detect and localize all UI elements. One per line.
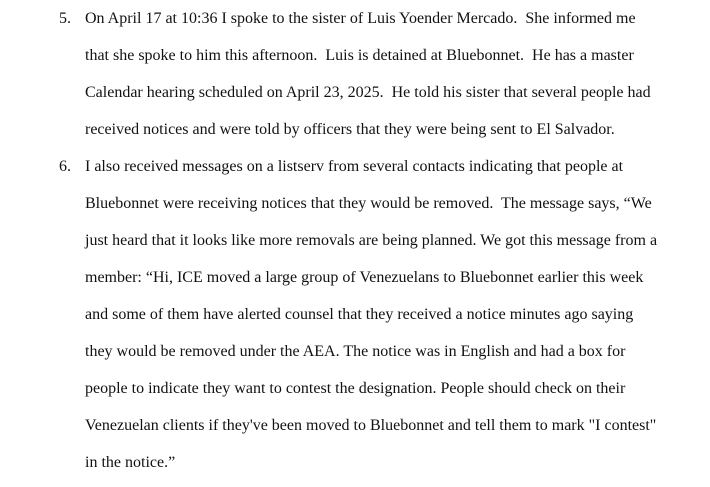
paragraph-line: and some of them have alerted counsel that they received a notice minutes ago saying — [85, 306, 634, 323]
paragraph-line: Bluebonnet were receiving notices that they would be removed. The message says, “We — [85, 195, 652, 212]
paragraph-line: they would be removed under the AEA. The notice was in English and had a box for — [85, 343, 626, 360]
paragraph-line: just heard that it looks like more removals are being planned. We got this message from a — [85, 232, 658, 249]
paragraph-line: in the notice.” — [85, 454, 176, 471]
paragraph-line: people to indicate they want to contest the designation. People should check on their — [85, 380, 626, 397]
paragraph-line: On April 17 at 10:36 I spoke to the sister of Luis Yoender Mercado. She informed me — [85, 10, 636, 27]
paragraph-number: 6. — [59, 158, 71, 175]
paragraph-line: member: “Hi, ICE moved a large group of Venezuelans to Bluebonnet earlier this week — [85, 269, 644, 286]
paragraph-line: Venezuelan clients if they've been moved to Bluebonnet and tell them to mark "I contest" — [85, 417, 657, 434]
paragraph-line: Calendar hearing scheduled on April 23, 2025. He told his sister that several people had — [85, 84, 651, 101]
paragraph-line: that she spoke to him this afternoon. Luis is detained at Bluebonnet. He has a master — [85, 47, 634, 64]
paragraph-number: 5. — [59, 10, 71, 27]
paragraph-line: received notices and were told by officers that they were being sent to El Salvador. — [85, 121, 615, 138]
paragraph-line: I also received messages on a listserv from several contacts indicating that people at — [85, 158, 624, 175]
